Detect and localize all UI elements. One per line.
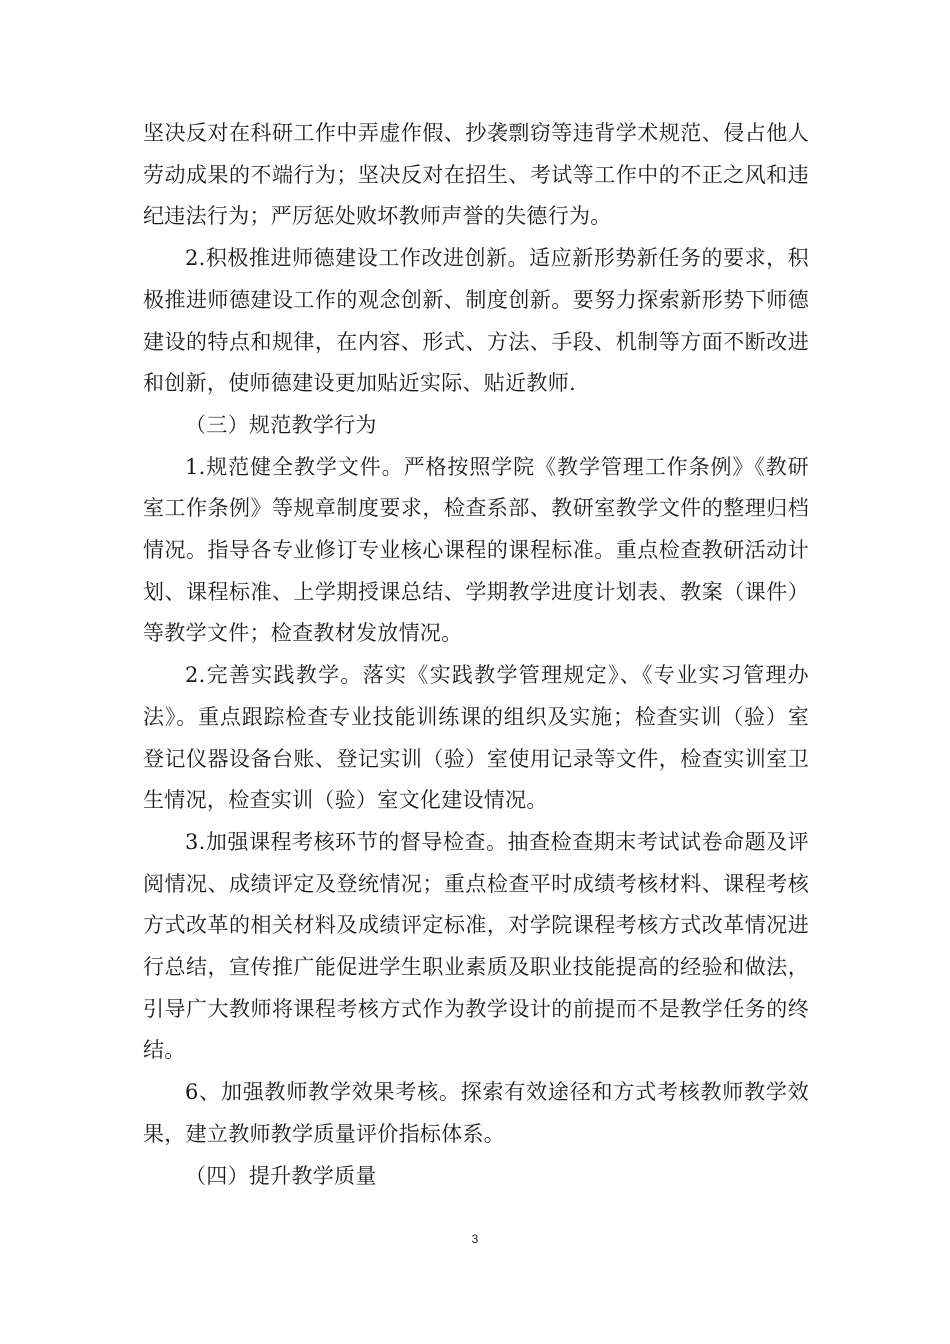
paragraph-innovation: 2.积极推进师德建设工作改进创新。适应新形势新任务的要求，积极推进师德建设工作的观念创新、制度创新。要努力探索新形势下师德建设的特点和规律，在内容、形式、方法、手段、机制等方面不断改进和创新，使师德建设更加贴近实际、贴近教师. xyxy=(143,246,809,396)
section-heading-standardize-teaching: （三）规范教学行为 xyxy=(185,412,377,437)
section-heading-improve-quality: （四）提升教学质量 xyxy=(185,1163,377,1188)
paragraph-continuation: 坚决反对在科研工作中弄虚作假、抄袭剽窃等违背学术规范、侵占他人劳动成果的不端行为；坚决反对在招生、考试等工作中的不正之风和违纪违法行为；严厉惩处败坏教师声誉的失德行为。 xyxy=(143,121,809,229)
paragraph-teacher-evaluation: 6、加强教师教学效果考核。探索有效途径和方式考核教师教学效果，建立教师教学质量评价指标体系。 xyxy=(143,1080,809,1146)
document-body xyxy=(143,113,809,1197)
page-number: 3 xyxy=(471,1232,479,1246)
paragraph-course-assessment: 3.加强课程考核环节的督导检查。抽查检查期末考试试卷命题及评阅情况、成绩评定及登统情况；重点检查平时成绩考核材料、课程考核方式改革的相关材料及成绩评定标准，对学院课程考核方式改革情况进行总结，宣传推广能促进学生职业素质及职业技能提高的经验和做法，引导广大教师将课程考核方式作为教学设计的前提而不是教学任务的终结。 xyxy=(143,829,809,1063)
paragraph-practice-teaching: 2.完善实践教学。落实《实践教学管理规定》、《专业实习管理办法》。重点跟踪检查专业技能训练课的组织及实施；检查实训（验）室登记仪器设备台账、登记实训（验）室使用记录等文件，检查实训室卫生情况，检查实训（验）室文化建设情况。 xyxy=(143,663,809,813)
paragraph-teaching-documents: 1.规范健全教学文件。严格按照学院《教学管理工作条例》《教研室工作条例》等规章制度要求，检查系部、教研室教学文件的整理归档情况。指导各专业修订专业核心课程的课程标准。重点检查教研活动计划、课程标准、上学期授课总结、学期教学进度计划表、教案（课件）等教学文件；检查教材发放情况。 xyxy=(143,454,809,646)
